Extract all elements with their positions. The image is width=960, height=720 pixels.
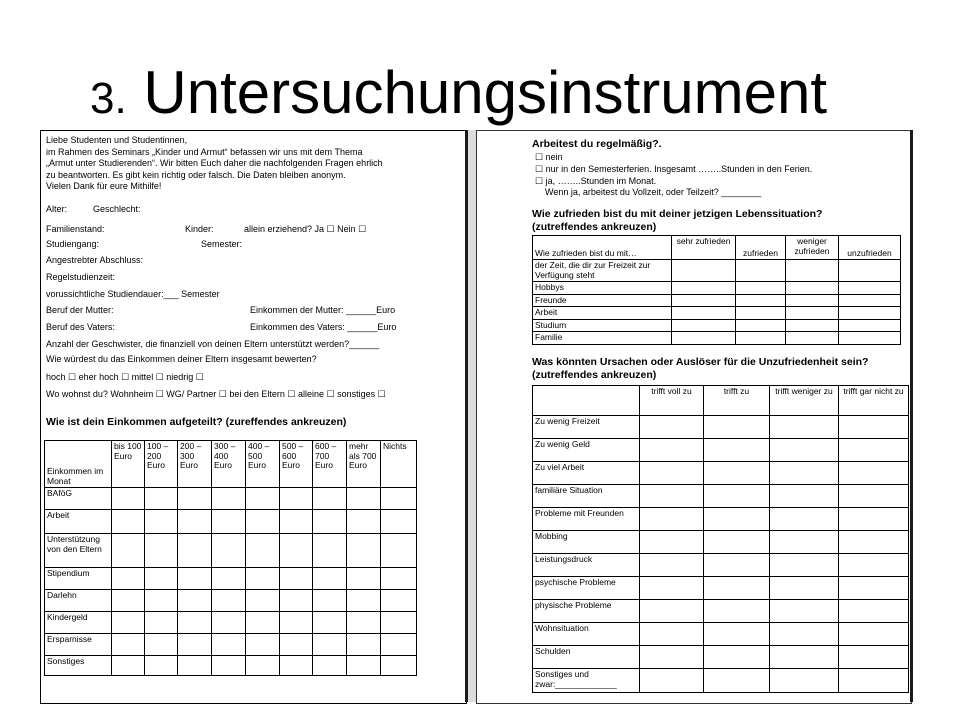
- checkbox-cell[interactable]: [313, 612, 347, 634]
- checkbox-cell[interactable]: [112, 488, 145, 510]
- checkbox-cell[interactable]: [347, 510, 381, 534]
- checkbox-cell[interactable]: [736, 332, 786, 345]
- work-heading: Arbeitest du regelmäßig?.: [532, 138, 662, 150]
- checkbox-cell[interactable]: [839, 260, 901, 282]
- checkbox-cell[interactable]: [839, 485, 909, 508]
- table-row: [533, 531, 909, 554]
- causes-row-label: familiäre Situation: [533, 485, 640, 508]
- checkbox-cell[interactable]: [246, 488, 280, 510]
- checkbox-cell[interactable]: [280, 612, 313, 634]
- checkbox-cell[interactable]: [145, 510, 178, 534]
- table-row: [533, 332, 901, 345]
- causes-header-cell: trifft zu: [704, 386, 770, 416]
- checkbox-cell[interactable]: [704, 462, 770, 485]
- satisfaction-header-cell: Wie zufrieden bist du mit…: [533, 236, 672, 260]
- causes-row-label: Mobbing: [533, 531, 640, 554]
- checkbox-cell[interactable]: [246, 634, 280, 656]
- checkbox-cell[interactable]: [839, 282, 901, 295]
- income-row-label: Arbeit: [45, 510, 112, 534]
- checkbox-cell[interactable]: [280, 488, 313, 510]
- causes-header-cell: trifft weniger zu: [770, 386, 839, 416]
- checkbox-cell[interactable]: [280, 534, 313, 568]
- checkbox-cell[interactable]: [704, 577, 770, 600]
- checkbox-cell[interactable]: [145, 568, 178, 590]
- checkbox-cell[interactable]: [145, 534, 178, 568]
- checkbox-cell[interactable]: [313, 510, 347, 534]
- table-row: [45, 656, 417, 676]
- checkbox-cell[interactable]: [112, 612, 145, 634]
- checkbox-cell[interactable]: [704, 531, 770, 554]
- checkbox-cell[interactable]: [178, 534, 212, 568]
- checkbox-cell[interactable]: [347, 590, 381, 612]
- checkbox-cell[interactable]: [839, 439, 909, 462]
- checkbox-cell[interactable]: [640, 485, 704, 508]
- checkbox-cell[interactable]: [839, 416, 909, 439]
- checkbox-cell[interactable]: [770, 416, 839, 439]
- checkbox-cell[interactable]: [770, 646, 839, 669]
- income-header-cell: Nichts: [381, 441, 417, 488]
- table-row: [533, 669, 909, 693]
- field-allein-erziehend: allein erziehend? Ja ☐ Nein ☐: [244, 224, 367, 234]
- checkbox-cell[interactable]: [839, 623, 909, 646]
- income-header-row: [45, 441, 417, 488]
- checkbox-cell[interactable]: [839, 554, 909, 577]
- checkbox-cell[interactable]: [704, 439, 770, 462]
- checkbox-cell[interactable]: [381, 634, 417, 656]
- checkbox-cell[interactable]: [770, 600, 839, 623]
- field-bewertung: Wie würdest du das Einkommen deiner Eltern insgesamt bewerten?: [46, 354, 317, 364]
- checkbox-cell[interactable]: [640, 416, 704, 439]
- checkbox-cell[interactable]: [770, 439, 839, 462]
- checkbox-cell[interactable]: [112, 634, 145, 656]
- checkbox-cell[interactable]: [112, 510, 145, 534]
- intro-line: Vielen Dank für eure Mithilfe!: [46, 181, 162, 191]
- checkbox-cell[interactable]: [280, 590, 313, 612]
- field-studiengang: Studiengang:: [46, 239, 100, 249]
- checkbox-cell[interactable]: [280, 510, 313, 534]
- checkbox-cell[interactable]: [770, 554, 839, 577]
- checkbox-cell[interactable]: [672, 307, 736, 320]
- causes-row-label: Sonstiges und zwar:_____________: [533, 669, 640, 693]
- checkbox-cell[interactable]: [381, 510, 417, 534]
- slide-title-text: Untersuchungsinstrument: [143, 59, 828, 126]
- checkbox-cell[interactable]: [672, 260, 736, 282]
- checkbox-cell[interactable]: [704, 646, 770, 669]
- checkbox-cell[interactable]: [640, 577, 704, 600]
- income-header-cell: 500 – 600 Euro: [280, 441, 313, 488]
- checkbox-cell[interactable]: [672, 319, 736, 332]
- income-header-cell: 400 – 500 Euro: [246, 441, 280, 488]
- checkbox-cell[interactable]: [704, 508, 770, 531]
- page-gutter: [468, 130, 476, 702]
- checkbox-cell[interactable]: [704, 623, 770, 646]
- table-row: [45, 510, 417, 534]
- checkbox-cell[interactable]: [770, 462, 839, 485]
- checkbox-cell[interactable]: [178, 510, 212, 534]
- checkbox-cell[interactable]: [347, 656, 381, 676]
- field-familienstand: Familienstand:: [46, 224, 105, 234]
- checkbox-cell[interactable]: [280, 568, 313, 590]
- income-header-cell: bis 100 Euro: [112, 441, 145, 488]
- checkbox-cell[interactable]: [839, 646, 909, 669]
- causes-row-label: psychische Probleme: [533, 577, 640, 600]
- checkbox-cell[interactable]: [770, 485, 839, 508]
- satisfaction-header-cell: unzufrieden: [839, 236, 901, 260]
- income-table: [44, 440, 417, 676]
- table-row: [533, 439, 909, 462]
- satisfaction-table: [532, 235, 901, 345]
- checkbox-cell[interactable]: [640, 462, 704, 485]
- checkbox-cell[interactable]: [640, 623, 704, 646]
- checkbox-cell[interactable]: [704, 485, 770, 508]
- income-row-label: Darlehn: [45, 590, 112, 612]
- checkbox-cell[interactable]: [704, 416, 770, 439]
- work-option: ☐ ja, ……..Stunden im Monat.: [535, 176, 657, 186]
- slide-number: 3.: [90, 74, 127, 123]
- table-row: [533, 319, 901, 332]
- checkbox-cell[interactable]: [786, 260, 839, 282]
- table-row: [533, 416, 909, 439]
- table-row: [533, 623, 909, 646]
- checkbox-cell[interactable]: [212, 510, 246, 534]
- checkbox-cell[interactable]: [212, 590, 246, 612]
- checkbox-cell[interactable]: [178, 590, 212, 612]
- field-einkommen-mutter: Einkommen der Mutter: ______Euro: [250, 305, 396, 315]
- causes-heading: Was könnten Ursachen oder Auslöser für die Unzufriedenheit sein?: [532, 356, 869, 368]
- checkbox-cell[interactable]: [736, 294, 786, 307]
- checkbox-cell[interactable]: [770, 531, 839, 554]
- checkbox-cell[interactable]: [786, 332, 839, 345]
- checkbox-cell[interactable]: [313, 534, 347, 568]
- causes-row-label: Wohnsituation: [533, 623, 640, 646]
- checkbox-cell[interactable]: [212, 634, 246, 656]
- intro-text: [46, 135, 446, 193]
- income-row-label: Kindergeld: [45, 612, 112, 634]
- causes-row-label: Zu wenig Freizeit: [533, 416, 640, 439]
- checkbox-cell[interactable]: [770, 623, 839, 646]
- table-row: [533, 646, 909, 669]
- table-row: [45, 634, 417, 656]
- checkbox-cell[interactable]: [640, 646, 704, 669]
- table-row: [533, 554, 909, 577]
- field-geschlecht: Geschlecht:: [93, 204, 141, 214]
- field-kinder: Kinder:: [185, 224, 214, 234]
- table-row: [533, 600, 909, 623]
- causes-row-label: Leistungsdruck: [533, 554, 640, 577]
- checkbox-cell[interactable]: [381, 568, 417, 590]
- checkbox-cell[interactable]: [145, 612, 178, 634]
- checkbox-cell[interactable]: [770, 669, 839, 693]
- checkbox-cell[interactable]: [672, 332, 736, 345]
- causes-header-row: [533, 386, 909, 416]
- checkbox-cell[interactable]: [347, 568, 381, 590]
- checkbox-cell[interactable]: [839, 508, 909, 531]
- field-regelstudienzeit: Regelstudienzeit:: [46, 272, 116, 282]
- checkbox-cell[interactable]: [839, 531, 909, 554]
- satisfaction-row-label: Studium: [533, 319, 672, 332]
- checkbox-cell[interactable]: [786, 319, 839, 332]
- satisfaction-header-cell: sehr zufrieden: [672, 236, 736, 260]
- income-header-cell: 100 – 200 Euro: [145, 441, 178, 488]
- checkbox-cell[interactable]: [347, 488, 381, 510]
- checkbox-cell[interactable]: [672, 294, 736, 307]
- checkbox-cell[interactable]: [381, 590, 417, 612]
- field-alter: Alter:: [46, 204, 68, 214]
- satisfaction-header-cell: zufrieden: [736, 236, 786, 260]
- checkbox-cell[interactable]: [212, 612, 246, 634]
- field-abschluss: Angestrebter Abschluss:: [46, 255, 144, 265]
- checkbox-cell[interactable]: [640, 439, 704, 462]
- intro-line: zu beantworten. Es gibt kein richtig oder falsch. Die Daten bleiben anonym.: [46, 169, 346, 180]
- checkbox-cell[interactable]: [145, 634, 178, 656]
- satisfaction-row-label: Familie: [533, 332, 672, 345]
- income-row-label: BAföG: [45, 488, 112, 510]
- checkbox-cell[interactable]: [736, 319, 786, 332]
- checkbox-cell[interactable]: [786, 307, 839, 320]
- checkbox-cell[interactable]: [178, 656, 212, 676]
- income-header-cell: 200 – 300 Euro: [178, 441, 212, 488]
- questionnaire-page-left: [40, 130, 467, 704]
- slide-title: [90, 58, 827, 134]
- page-right-edge: [910, 130, 913, 702]
- checkbox-cell[interactable]: [313, 568, 347, 590]
- checkbox-cell[interactable]: [704, 554, 770, 577]
- checkbox-cell[interactable]: [839, 307, 901, 320]
- field-bewertung-options: hoch ☐ eher hoch ☐ mittel ☐ niedrig ☐: [46, 372, 204, 382]
- satisfaction-header-row: [533, 236, 901, 260]
- field-wohnen: Wo wohnst du? Wohnheim ☐ WG/ Partner ☐ bei den Eltern ☐ alleine ☐ sonstiges ☐: [46, 389, 386, 399]
- checkbox-cell[interactable]: [770, 508, 839, 531]
- table-row: [45, 590, 417, 612]
- field-geschwister: Anzahl der Geschwister, die finanziell von deinen Eltern unterstützt werden?______: [46, 339, 380, 349]
- satisfaction-row-label: Freunde: [533, 294, 672, 307]
- field-beruf-mutter: Beruf der Mutter:: [46, 305, 114, 315]
- checkbox-cell[interactable]: [736, 260, 786, 282]
- field-beruf-vater: Beruf des Vaters:: [46, 322, 115, 332]
- satisfaction-row-label: Arbeit: [533, 307, 672, 320]
- checkbox-cell[interactable]: [280, 634, 313, 656]
- checkbox-cell[interactable]: [112, 568, 145, 590]
- causes-row-label: Zu viel Arbeit: [533, 462, 640, 485]
- income-row-label: Stipendium: [45, 568, 112, 590]
- checkbox-cell[interactable]: [839, 577, 909, 600]
- checkbox-cell[interactable]: [839, 319, 901, 332]
- income-heading: Wie ist dein Einkommen aufgeteilt? (zureffendes ankreuzen): [46, 416, 347, 428]
- checkbox-cell[interactable]: [280, 656, 313, 676]
- table-row: [533, 282, 901, 295]
- satisfaction-header-cell: weniger zufrieden: [786, 236, 839, 260]
- checkbox-cell[interactable]: [347, 534, 381, 568]
- checkbox-cell[interactable]: [145, 590, 178, 612]
- checkbox-cell[interactable]: [246, 534, 280, 568]
- income-header-cell: 300 – 400 Euro: [212, 441, 246, 488]
- checkbox-cell[interactable]: [212, 568, 246, 590]
- checkbox-cell[interactable]: [640, 554, 704, 577]
- checkbox-cell[interactable]: [839, 294, 901, 307]
- table-row: [533, 462, 909, 485]
- checkbox-cell[interactable]: [212, 488, 246, 510]
- income-row-label: Unterstützung von den Eltern: [45, 534, 112, 568]
- checkbox-cell[interactable]: [212, 656, 246, 676]
- satisfaction-heading: Wie zufrieden bist du mit deiner jetzigen Lebenssituation?: [532, 208, 823, 220]
- table-row: [533, 260, 901, 282]
- table-row: [533, 485, 909, 508]
- table-row: [533, 508, 909, 531]
- field-einkommen-vater: Einkommen des Vaters: ______Euro: [250, 322, 397, 332]
- checkbox-cell[interactable]: [786, 294, 839, 307]
- causes-header-cell: [533, 386, 640, 416]
- checkbox-cell[interactable]: [381, 534, 417, 568]
- checkbox-cell[interactable]: [347, 612, 381, 634]
- checkbox-cell[interactable]: [246, 510, 280, 534]
- checkbox-cell[interactable]: [145, 656, 178, 676]
- field-semester: Semester:: [201, 239, 243, 249]
- checkbox-cell[interactable]: [246, 590, 280, 612]
- checkbox-cell[interactable]: [246, 568, 280, 590]
- income-row-label: Ersparnisse: [45, 634, 112, 656]
- checkbox-cell[interactable]: [786, 282, 839, 295]
- table-row: [45, 488, 417, 510]
- checkbox-cell[interactable]: [672, 282, 736, 295]
- income-header-cell: Einkommen im Monat: [45, 441, 112, 488]
- satisfaction-row-label: der Zeit, die dir zur Freizeit zur Verfügung steht: [533, 260, 672, 282]
- checkbox-cell[interactable]: [736, 307, 786, 320]
- causes-row-label: Probleme mit Freunden: [533, 508, 640, 531]
- intro-line: Liebe Studenten und Studentinnen,: [46, 135, 188, 145]
- questionnaire-page-right: [476, 130, 912, 704]
- checkbox-cell[interactable]: [112, 656, 145, 676]
- checkbox-cell[interactable]: [770, 577, 839, 600]
- causes-header-cell: trifft gar nicht zu: [839, 386, 909, 416]
- causes-table: [532, 385, 909, 693]
- causes-row-label: Zu wenig Geld: [533, 439, 640, 462]
- causes-row-label: Schulden: [533, 646, 640, 669]
- checkbox-cell[interactable]: [112, 534, 145, 568]
- checkbox-cell[interactable]: [246, 656, 280, 676]
- checkbox-cell[interactable]: [381, 656, 417, 676]
- work-option: Wenn ja, arbeitest du Vollzeit, oder Teilzeit? ________: [545, 187, 762, 197]
- work-option: ☐ nein: [535, 152, 563, 162]
- checkbox-cell[interactable]: [704, 600, 770, 623]
- table-row: [533, 294, 901, 307]
- checkbox-cell[interactable]: [347, 634, 381, 656]
- checkbox-cell[interactable]: [640, 669, 704, 693]
- checkbox-cell[interactable]: [112, 590, 145, 612]
- income-header-cell: 600 – 700 Euro: [313, 441, 347, 488]
- table-row: [533, 577, 909, 600]
- checkbox-cell[interactable]: [839, 332, 901, 345]
- checkbox-cell[interactable]: [313, 634, 347, 656]
- checkbox-cell[interactable]: [640, 508, 704, 531]
- checkbox-cell[interactable]: [313, 656, 347, 676]
- causes-header-cell: trifft voll zu: [640, 386, 704, 416]
- checkbox-cell[interactable]: [839, 462, 909, 485]
- satisfaction-row-label: Hobbys: [533, 282, 672, 295]
- checkbox-cell[interactable]: [246, 612, 280, 634]
- checkbox-cell[interactable]: [313, 488, 347, 510]
- checkbox-cell[interactable]: [381, 488, 417, 510]
- income-header-cell: mehr als 700 Euro: [347, 441, 381, 488]
- satisfaction-subheading: (zutreffendes ankreuzen): [532, 221, 657, 233]
- checkbox-cell[interactable]: [381, 612, 417, 634]
- checkbox-cell[interactable]: [640, 600, 704, 623]
- causes-row-label: physische Probleme: [533, 600, 640, 623]
- table-row: [533, 307, 901, 320]
- checkbox-cell[interactable]: [839, 600, 909, 623]
- checkbox-cell[interactable]: [839, 669, 909, 693]
- intro-line: „Armut unter Studierenden“. Wir bitten Euch daher die nachfolgenden Fragen ehrlich: [46, 158, 383, 168]
- checkbox-cell[interactable]: [145, 488, 178, 510]
- checkbox-cell[interactable]: [313, 590, 347, 612]
- table-row: [45, 612, 417, 634]
- checkbox-cell[interactable]: [640, 531, 704, 554]
- field-studiendauer: vorussichtliche Studiendauer:___ Semester: [46, 289, 220, 299]
- causes-subheading: (zutreffendes ankreuzen): [532, 369, 657, 381]
- work-option: ☐ nur in den Semesterferien. Insgesamt ……..Stunden in den Ferien.: [535, 164, 813, 174]
- checkbox-cell[interactable]: [178, 568, 212, 590]
- checkbox-cell[interactable]: [736, 282, 786, 295]
- checkbox-cell[interactable]: [212, 534, 246, 568]
- checkbox-cell[interactable]: [178, 634, 212, 656]
- checkbox-cell[interactable]: [178, 612, 212, 634]
- checkbox-cell[interactable]: [178, 488, 212, 510]
- table-row: [45, 534, 417, 568]
- checkbox-cell[interactable]: [704, 669, 770, 693]
- table-row: [45, 568, 417, 590]
- intro-line: im Rahmen des Seminars „Kinder und Armut“ befassen wir uns mit dem Thema: [46, 146, 363, 157]
- income-row-label: Sonstiges: [45, 656, 112, 676]
